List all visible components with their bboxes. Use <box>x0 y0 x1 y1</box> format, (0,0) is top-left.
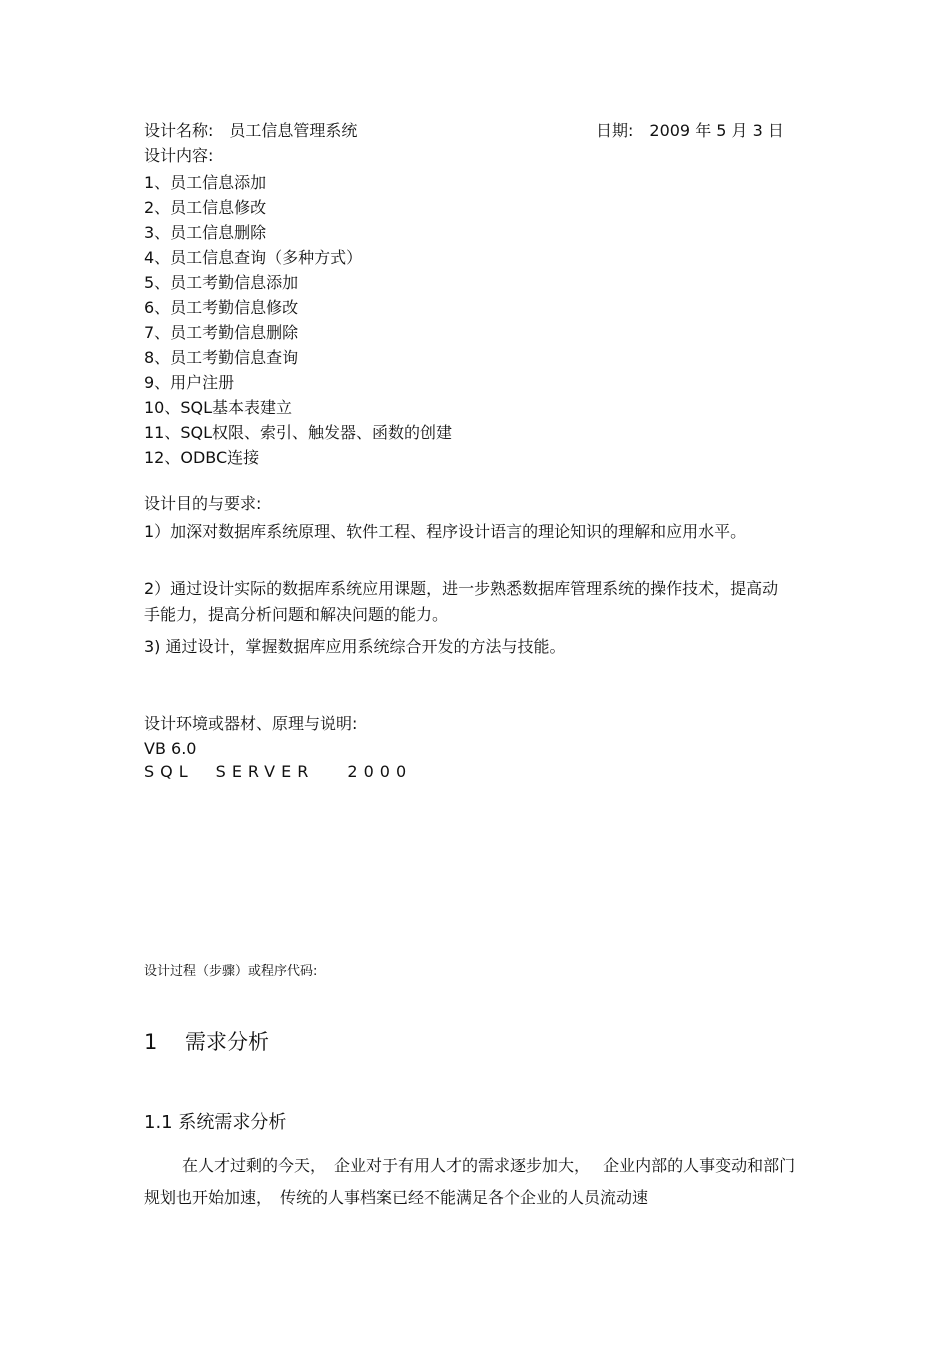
section-heading: 1 需求分析 <box>144 1030 270 1054</box>
design-name: 设计名称: 员工信息管理系统 <box>144 121 358 140</box>
list-item: 3、员工信息删除 <box>144 223 267 242</box>
list-item: 5、员工考勤信息添加 <box>144 273 299 292</box>
subsection-heading: 1.1 系统需求分析 <box>144 1112 287 1133</box>
list-item: 12、ODBC连接 <box>144 448 260 467</box>
goal-paragraph: 2）通过设计实际的数据库系统应用课题，进一步熟悉数据库管理系统的操作技术，提高动手能力，提高分析问题和解决问题的能力。 <box>144 579 779 624</box>
list-item: 4、员工信息查询（多种方式） <box>144 248 363 267</box>
list-item: 11、SQL权限、索引、触发器、函数的创建 <box>144 423 453 442</box>
list-item: 10、SQL基本表建立 <box>144 398 293 417</box>
list-item: 1、员工信息添加 <box>144 173 267 192</box>
design-date: 日期: 2009 年 5 月 3 日 <box>596 121 784 140</box>
content-list <box>144 170 452 470</box>
goal-paragraph: 1）加深对数据库系统原理、软件工程、程序设计语言的理论知识的理解和应用水平。 <box>144 522 747 541</box>
goal-paragraph: 3) 通过设计，掌握数据库应用系统综合开发的方法与技能。 <box>144 637 566 656</box>
list-item: 6、员工考勤信息修改 <box>144 298 299 317</box>
content-heading: 设计内容: <box>144 146 214 165</box>
list-item: 9、用户注册 <box>144 373 235 392</box>
list-item: 8、员工考勤信息查询 <box>144 348 299 367</box>
env-heading: 设计环境或器材、原理与说明: <box>144 714 358 733</box>
env-item: VB 6.0 <box>144 739 197 758</box>
body-paragraph: 在人才过剩的今天， 企业对于有用人才的需求逐步加大， 企业内部的人事变动和部门规划也开始加速， 传统的人事档案已经不能满足各个企业的人员流动速 <box>144 1156 796 1207</box>
list-item: 7、员工考勤信息删除 <box>144 323 299 342</box>
list-item: 2、员工信息修改 <box>144 198 267 217</box>
goals-heading: 设计目的与要求: <box>144 494 262 513</box>
process-heading: 设计过程（步骤）或程序代码: <box>144 964 318 979</box>
env-item: SQL SERVER 2000 <box>144 762 413 781</box>
